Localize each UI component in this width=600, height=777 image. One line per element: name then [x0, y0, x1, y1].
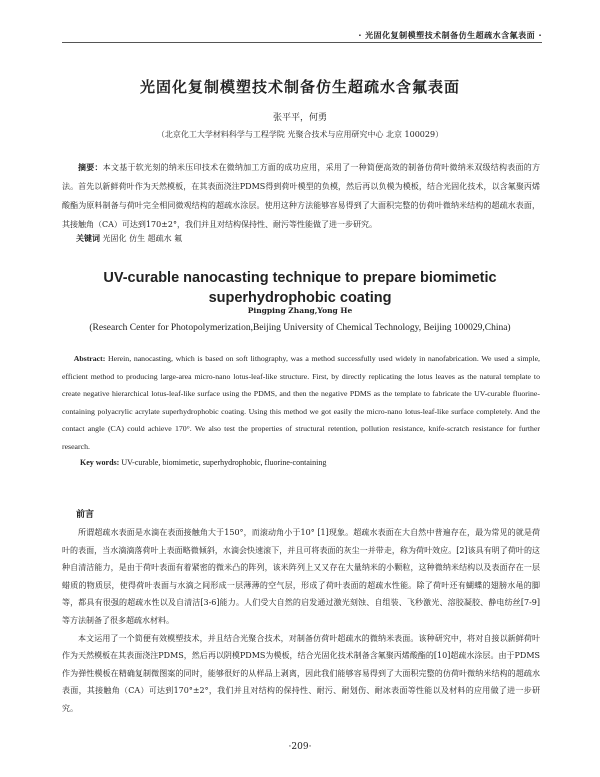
chinese-authors: 张平平，何勇 [272, 113, 327, 123]
header-rule [62, 42, 542, 43]
english-title: UV-curable nanocasting technique to prepare biomimetic superhydrophobic coating [103, 270, 497, 306]
english-abstract-label: Abstract: [73, 354, 106, 363]
chinese-keywords-label: 关键词 [76, 233, 100, 243]
section-heading-introduction: 前言 [76, 510, 95, 520]
english-abstract-text: Herein, nanocasting, which is based on soft lithography, was a method successfully used widely in nanofabrication. We used a simple, efficient method to producing large-area micro-nano lotus-leaf-like structure. First, by directly replicating the lotus leaves as the natural template to create negative hierarchical lotus-leaf-like surface using the PDMS, and then the negative PDMS as the template to fabricate the UV-curable fluorine-containing polyacrylic acrylate superhydrophobic coating. Using this method we got easily the micro-nano lotus-leaf-like surface completely. And the contact angle (CA) could achieve 170°. We also test the properties of structural retention, pollution resistance, knife-scratch resistance for further research. [62, 354, 540, 451]
body-paragraph: 所谓超疏水表面是水滴在表面接触角大于150°，而滚动角小于10° [1]现象。超疏水表面在大自然中普遍存在，最为常见的就是荷叶的表面，当水滴滴落荷叶上表面略微倾斜，水滴会快速滚下，并且可将表面的灰尘一并带走，称为荷叶效应。[2]该具有明了荷叶的这种自清洁能力，是由于荷叶表面有着紧密的微米凸的阵列，该米阵列上又又存在大量纳米的小颗粒，这种微纳米结构以及表面存在一层蜡质的物质层，使得荷叶表面与水滴之间形成一层薄薄的空气层，形成了荷叶表面的超疏水性能。除了荷叶还有蝴蝶的翅膀水黾的脚等，都具有很强的超疏水性以及自清洁[3-6]能力。人们受大自然的启发通过激光刻蚀、自组装、飞秒激光、溶胶凝胶、静电纺丝[7-9]等方法制备了很多超疏水材料。 [62, 528, 540, 625]
body-paragraph: 本文运用了一个简便有效模塑技术，并且结合光聚合技术，对制备仿荷叶超疏水的微纳米表面。该种研究中，将对自接以新鲜荷叶作为天然模板在其表面浇注PDMS，然后再以阴模PDMS为模板，结合光固化技术制备含氟聚丙烯酸酯的[10]超疏水涂层。由于PDMS作为弹性模板在精确复制微图案的同时，能够很好的从样品上剥离，因此我们能够容易得到了大面积完整的仿荷叶微纳米结构的超疏水表面，其接触角（CA）可达到170°±2°，我们并且对结构的保持性、耐污、耐划伤、耐冰表面等性能以及材料的应用做了进一步研究。 [62, 633, 540, 713]
chinese-abstract-label: 摘要： [78, 162, 103, 172]
english-keywords-text: UV-curable, biomimetic, superhydrophobic, fluorine-containing [121, 458, 327, 467]
page-number: ·209· [288, 742, 312, 752]
chinese-keywords [76, 233, 182, 244]
chinese-title: 光固化复制模塑技术制备仿生超疏水含氟表面 [139, 78, 460, 96]
chinese-abstract-text: 本文基于软光刻的纳米压印技术在微纳加工方面的成功应用，采用了一种简便高效的制备仿荷叶微纳米双级结构表面的方法。首先以新鲜荷叶作为天然模板，在其表面浇注PDMS得到荷叶模型的负模，然后再以负模为模板，结合光固化技术，以含氟聚丙烯酸酯为原料制备与荷叶完全相同微观结构的超疏水涂层。使用这种方法能够容易得到了大面积完整的仿荷叶微纳米结构的超疏水表面，其接触角（CA）可达到170±2°，我们并且对结构保持性、耐污等性能做了进一步研究。 [62, 163, 540, 229]
chinese-affiliation: （北京化工大学材料科学与工程学院 光聚合技术与应用研究中心 北京 100029） [156, 130, 444, 139]
english-keywords [80, 458, 326, 467]
english-authors: Pingping Zhang,Yong He [247, 306, 353, 315]
english-affiliation: (Research Center for Photopolymerization,Beijing University of Chemical Technology, Beijing 100029,China) [89, 323, 511, 333]
introduction-body [62, 524, 540, 718]
running-header: · 光固化复制模塑技术制备仿生超疏水含氟表面 · [358, 31, 542, 40]
chinese-abstract [62, 158, 540, 234]
english-abstract [62, 350, 540, 455]
chinese-keywords-text: 光固化 仿生 超疏水 氟 [102, 234, 183, 243]
english-keywords-label: Key words: [80, 458, 120, 467]
